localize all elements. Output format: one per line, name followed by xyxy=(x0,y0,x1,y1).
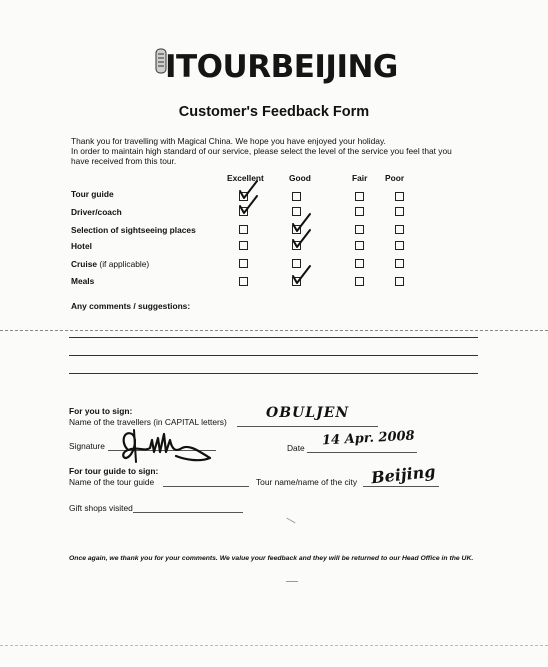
row-label-sightseeing xyxy=(71,225,196,235)
rating-checkbox-fair[interactable] xyxy=(355,192,364,201)
comments-label: Any comments / suggestions: xyxy=(71,301,191,311)
rating-checkbox-excellent[interactable] xyxy=(239,241,248,250)
handwritten-signature-image xyxy=(116,422,216,466)
stray-mark xyxy=(286,581,298,582)
row-label-driver-coach xyxy=(71,207,122,217)
column-fair: Fair xyxy=(352,173,368,183)
rating-checkbox-excellent[interactable] xyxy=(239,277,248,286)
checkmark-icon xyxy=(291,265,313,287)
date-label: Date xyxy=(287,443,305,453)
row-label-text: Selection of sightseeing places xyxy=(71,225,196,235)
column-poor: Poor xyxy=(385,173,405,183)
comment-line[interactable] xyxy=(69,373,478,374)
traveller-name-field[interactable] xyxy=(237,426,378,427)
guide-name-label: Name of the tour guide xyxy=(69,477,155,487)
signature-label: Signature xyxy=(69,441,105,451)
rating-checkbox-poor[interactable] xyxy=(395,277,404,286)
row-label-text: Meals xyxy=(71,276,95,286)
sign-heading: For you to sign: xyxy=(69,406,133,416)
row-label-text: Tour guide xyxy=(71,189,114,199)
row-label-meals xyxy=(71,276,94,286)
scan-edge xyxy=(0,645,548,646)
tour-name-label: Tour name/name of the city xyxy=(256,477,358,487)
form-title: Customer's Feedback Form xyxy=(178,104,370,120)
rating-checkbox-poor[interactable] xyxy=(395,259,404,268)
tour-name-value: Beijing xyxy=(370,461,437,488)
rating-checkbox-poor[interactable] xyxy=(395,192,404,201)
date-field[interactable] xyxy=(307,452,417,453)
comment-line[interactable] xyxy=(69,337,478,338)
traveller-name-label: Name of the travellers (in CAPITAL letters) xyxy=(69,417,227,427)
comment-line[interactable] xyxy=(69,355,478,356)
row-label-tour-guide xyxy=(71,189,114,199)
row-label-text: Driver/coach xyxy=(71,207,122,217)
guide-heading: For tour guide to sign: xyxy=(69,466,159,476)
row-label-cruise xyxy=(71,259,149,269)
gift-shops-field[interactable] xyxy=(133,512,243,513)
checkmark-icon xyxy=(238,195,260,217)
stray-mark xyxy=(286,518,295,524)
rating-checkbox-fair[interactable] xyxy=(355,225,364,234)
rating-checkbox-excellent[interactable] xyxy=(239,259,248,268)
intro-line: In order to maintain high standard of our service, please select the level of the service you feel that you xyxy=(71,146,452,156)
rating-checkbox-excellent[interactable] xyxy=(239,225,248,234)
intro-text xyxy=(71,136,491,166)
rating-checkbox-good[interactable] xyxy=(292,192,301,201)
rating-checkbox-fair[interactable] xyxy=(355,241,364,250)
rating-checkbox-fair[interactable] xyxy=(355,259,364,268)
rating-checkbox-poor[interactable] xyxy=(395,225,404,234)
column-excellent: Excellent xyxy=(227,173,264,183)
fold-line xyxy=(0,330,548,331)
gift-shops-label: Gift shops visited xyxy=(69,503,133,513)
rating-checkbox-poor[interactable] xyxy=(395,207,404,216)
date-value: 14 Apr. 2008 xyxy=(321,428,416,449)
rating-checkbox-fair[interactable] xyxy=(355,207,364,216)
column-good: Good xyxy=(289,173,311,183)
company-logo xyxy=(155,46,398,90)
intro-line: have received from this tour. xyxy=(71,156,177,166)
row-label-text: Hotel xyxy=(71,241,92,251)
guide-name-field[interactable] xyxy=(163,486,249,487)
footer-note: Once again, we thank you for your comments. We value your feedback and they will be returned to our Head Office in the UK. xyxy=(69,555,474,562)
rating-checkbox-fair[interactable] xyxy=(355,277,364,286)
traveller-name-value: OBULJEN xyxy=(266,405,350,421)
intro-line: Thank you for travelling with Magical China. We hope you have enjoyed your holiday. xyxy=(71,136,386,146)
row-label-text: Cruise xyxy=(71,259,98,269)
rating-checkbox-poor[interactable] xyxy=(395,241,404,250)
row-label-hotel xyxy=(71,241,92,251)
row-label-note: (if applicable) xyxy=(99,259,150,269)
logo-text: ITOURBEIJING xyxy=(165,49,398,85)
checkmark-icon xyxy=(291,229,313,251)
